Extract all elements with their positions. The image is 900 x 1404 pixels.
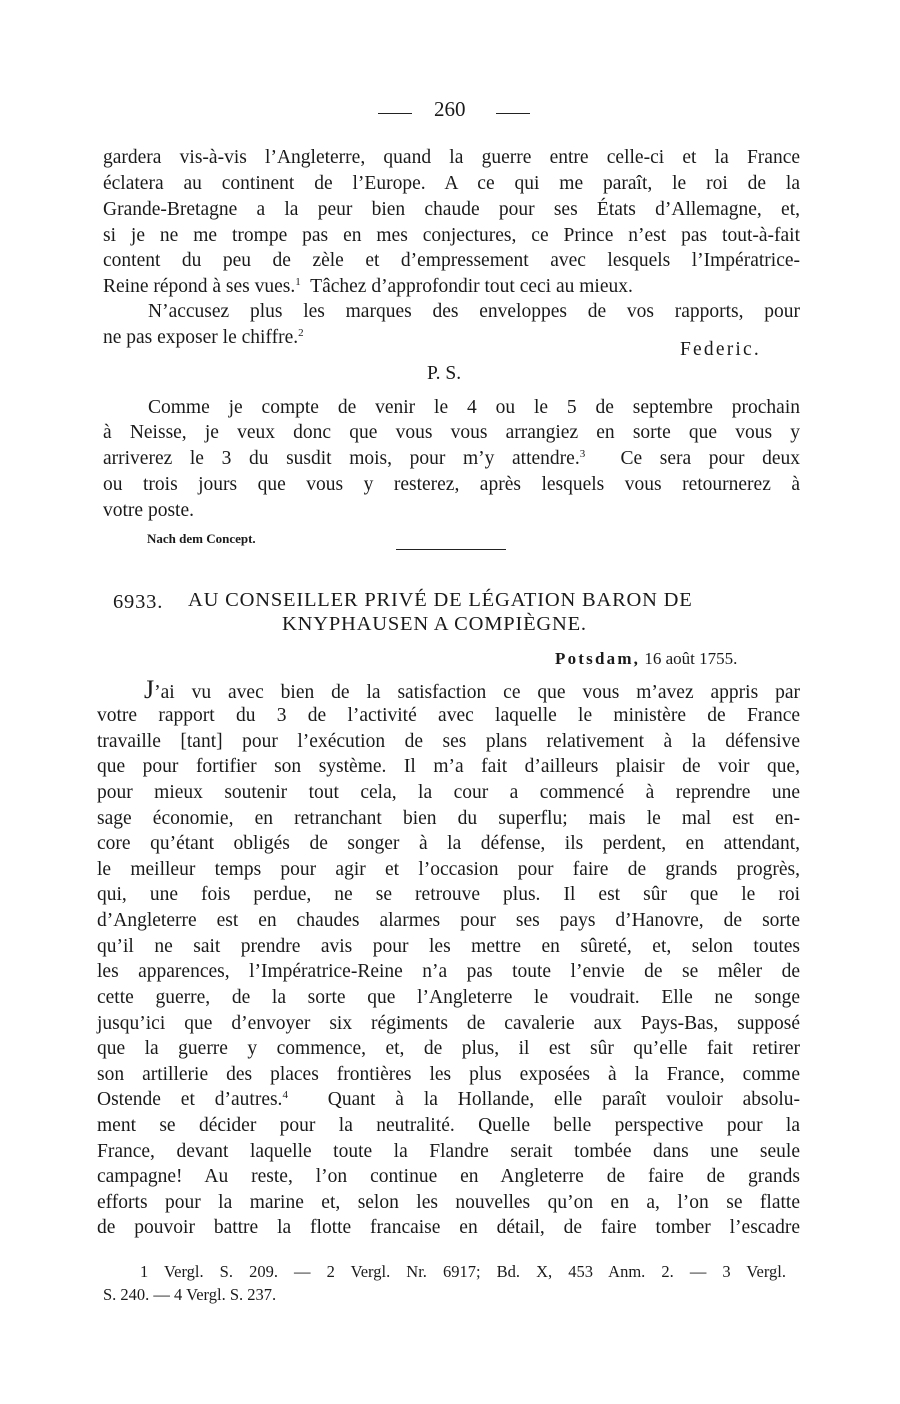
text-line: ment se décider pour la neutralité. Quelle belle perspective pour la xyxy=(97,1115,800,1136)
text-fragment: Tâchez d’approfondir tout ceci au mieux. xyxy=(310,276,633,297)
text-line: à Neisse, je veux donc que vous vous arrangiez en sorte que vous y xyxy=(103,422,800,443)
letter-date: 16 août 1755. xyxy=(644,649,738,668)
text-line: travaille [tant] pour l’exécution de ses plans relativement à la défensive xyxy=(97,731,800,752)
letter-number: 6933. xyxy=(113,591,164,613)
text-line: que pour fortifier son système. Il m’a fait d’ailleurs plaisir de voir que, xyxy=(97,756,800,777)
text-fragment: Ce sera pour deux xyxy=(620,448,801,469)
text-line: de pouvoir battre la flotte francaise en détail, de faire tomber l’escadre xyxy=(97,1217,800,1238)
text-line: sage économie, en retranchant bien du superflu; mais le mal est en- xyxy=(97,808,800,829)
text-line: Grande-Bretagne a la peur bien chaude pour ses États d’Allemagne, et, xyxy=(103,199,800,220)
text-line: le meilleur temps pour agir et l’occasion pour faire de grands progrès, xyxy=(97,859,800,880)
text-line: d’Angleterre est en chaudes alarmes pour ses pays d’Hanovre, de sorte xyxy=(97,910,800,931)
text-line: pour mieux soutenir tout cela, la cour a commencé à reprendre une xyxy=(97,782,800,803)
signature: Federic. xyxy=(680,339,761,360)
text-line xyxy=(97,1087,800,1113)
text-line: qu’il ne sait prendre avis pour les mettre en sûreté, et, selon toutes xyxy=(97,936,800,957)
text-line xyxy=(103,446,800,472)
text-line: éclatera au continent de l’Europe. A ce qui me paraît, le roi de la xyxy=(103,173,800,194)
text-line: jusqu’ici que d’envoyer six régiments de cavalerie aux Pays-Bas, supposé xyxy=(97,1013,800,1034)
text-line: Comme je compte de venir le 4 ou le 5 de septembre prochain xyxy=(148,397,800,418)
text-line: campagne! Au reste, l’on continue en Angleterre de faire de grands xyxy=(97,1166,800,1187)
text-line xyxy=(103,274,800,300)
footnote-marker: 2 xyxy=(298,327,304,339)
text-line: content du peu de zèle et d’empressement avec lesquels l’Impératrice- xyxy=(103,250,800,271)
text-fragment: Ostende et d’autres. xyxy=(97,1089,283,1110)
text-line: gardera vis-à-vis l’Angleterre, quand la guerre entre celle-ci et la France xyxy=(103,147,800,168)
letter-title-line2: KNYPHAUSEN A COMPIÈGNE. xyxy=(282,613,587,635)
text-line: ou trois jours que vous y resterez, après lesquels vous retournerez à xyxy=(103,474,800,495)
text-line: votre rapport du 3 de l’activité avec laquelle le ministère de France xyxy=(97,705,800,726)
text-fragment: ne pas exposer le chiffre. xyxy=(103,327,299,348)
text-fragment: Reine répond à ses vues. xyxy=(103,276,296,297)
text-line: N’accusez plus les marques des enveloppes de vos rapports, pour xyxy=(148,301,800,322)
letter-title-line1: AU CONSEILLER PRIVÉ DE LÉGATION BARON DE xyxy=(188,589,693,611)
text-line: qui, une fois perdue, ne se retrouve plus. Il est sûr que le roi xyxy=(97,884,800,905)
text-fragment: ’ai vu avec bien de la satisfaction ce que vous m’avez appris par xyxy=(154,682,800,703)
footnote-marker: 1 xyxy=(295,276,301,288)
footnote-marker: 3 xyxy=(579,448,586,460)
section-divider xyxy=(396,549,506,550)
text-line xyxy=(144,677,800,703)
drop-capital: J xyxy=(144,675,155,704)
ps-heading: P. S. xyxy=(427,363,462,384)
footnote-line: S. 240. — 4 Vergl. S. 237. xyxy=(103,1285,277,1304)
text-fragment: arriverez le 3 du susdit mois, pour m’y attendre. xyxy=(103,448,580,469)
text-line: les apparences, l’Impératrice-Reine n’a pas toute l’envie de se mêler de xyxy=(97,961,800,982)
text-line: France, devant laquelle toute la Flandre serait tombée dans une seule xyxy=(97,1141,800,1162)
header-rule-left xyxy=(378,113,412,114)
letter-dateline xyxy=(555,649,737,669)
footnote-line: 1 Vergl. S. 209. — 2 Vergl. Nr. 6917; Bd. X, 453 Anm. 2. — 3 Vergl. xyxy=(140,1262,786,1281)
header-rule-right xyxy=(496,113,530,114)
text-line: efforts pour la marine et, selon les nouvelles qu’on en a, l’on se flatte xyxy=(97,1192,800,1213)
text-line: core qu’étant obligés de songer à la défense, ils perdent, en attendant, xyxy=(97,833,800,854)
text-line: votre poste. xyxy=(103,500,194,521)
letter-place: Potsdam, xyxy=(555,649,641,668)
page-number: 260 xyxy=(434,97,466,121)
text-fragment: Quant à la Hollande, elle paraît vouloir absolu- xyxy=(327,1089,800,1110)
text-line: que la guerre y commence, et, de plus, il est sûr qu’elle fait retirer xyxy=(97,1038,800,1059)
source-note: Nach dem Concept. xyxy=(147,531,256,546)
text-line: si je ne me trompe pas en mes conjectures, ce Prince n’est pas tout-à-fait xyxy=(103,225,800,246)
text-line: son artillerie des places frontières les plus exposées à la France, comme xyxy=(97,1064,800,1085)
text-line: cette guerre, de la sorte que l’Angleterre le voudrait. Elle ne songe xyxy=(97,987,800,1008)
footnote-marker: 4 xyxy=(282,1089,288,1101)
